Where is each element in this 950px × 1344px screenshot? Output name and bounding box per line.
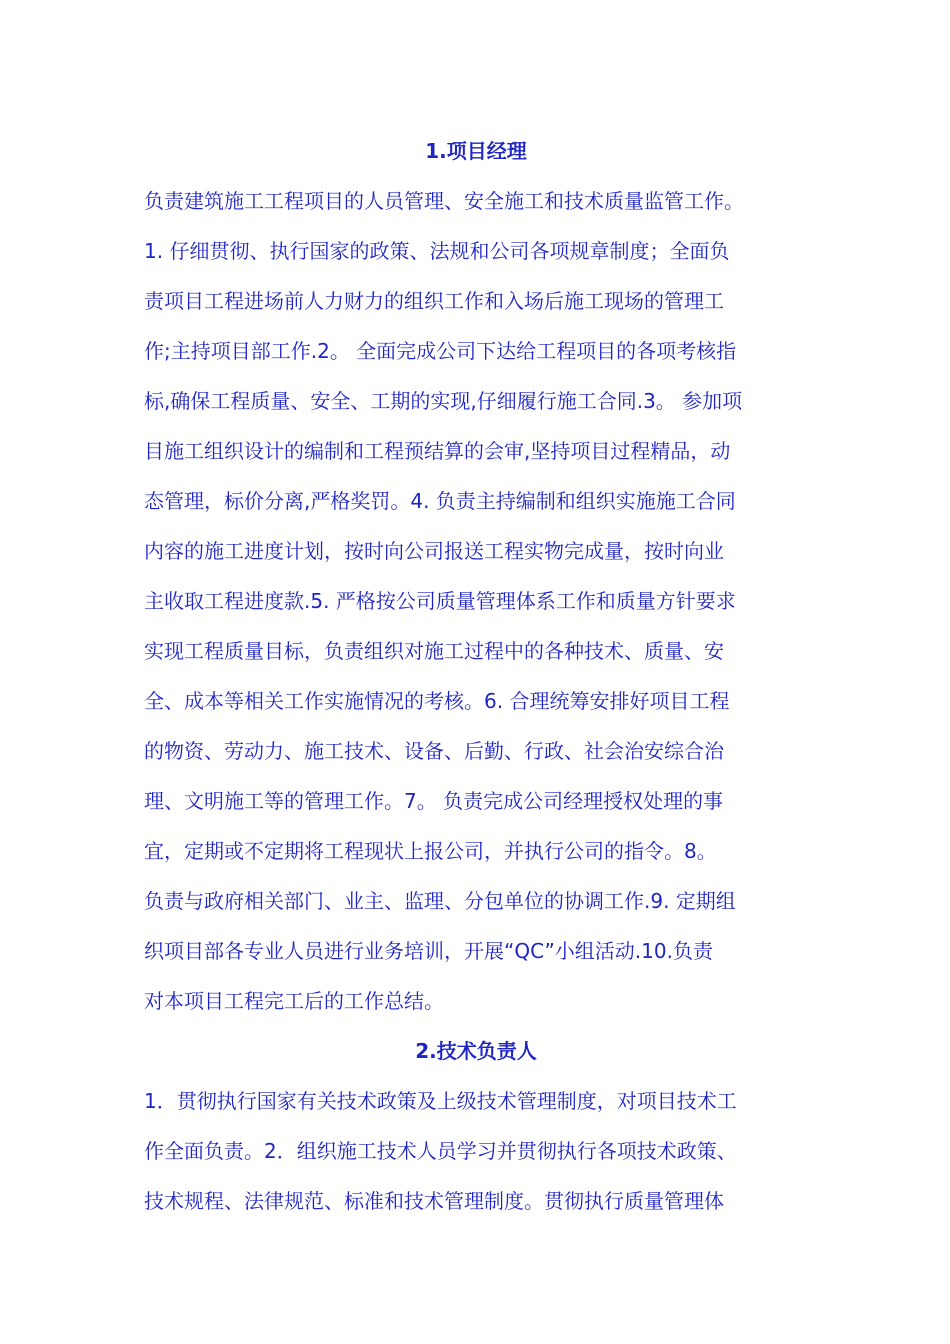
text-line: 织项目部各专业人员进行业务培训，开展“QC”小组活动.10.负责 bbox=[144, 939, 713, 963]
section-project-manager bbox=[144, 126, 808, 1026]
text-line: 标,确保工程质量、安全、工期的实现,仔细履行施工合同.3。 参加项 bbox=[144, 389, 743, 413]
text-line: 对本项目工程完工后的工作总结。 bbox=[144, 989, 444, 1013]
text-line: 作全面负责。2．组织施工技术人员学习并贯彻执行各项技术政策、 bbox=[144, 1139, 737, 1163]
section-body bbox=[144, 176, 808, 1026]
section-technical-lead bbox=[144, 1026, 808, 1226]
text-line: 负责与政府相关部门、业主、监理、分包单位的协调工作.9. 定期组 bbox=[144, 889, 736, 913]
text-line: 1. 仔细贯彻、执行国家的政策、法规和公司各项规章制度；全面负 bbox=[144, 239, 730, 263]
text-line: 主收取工程进度款.5. 严格按公司质量管理体系工作和质量方针要求 bbox=[144, 589, 736, 613]
text-line: 宜，定期或不定期将工程现状上报公司，并执行公司的指令。8。 bbox=[144, 839, 717, 863]
text-line: 作;主持项目部工作.2。 全面完成公司下达给工程项目的各项考核指 bbox=[144, 339, 737, 363]
text-line: 态管理，标价分离,严格奖罚。4. 负责主持编制和组织实施施工合同 bbox=[144, 489, 736, 513]
text-line: 1．贯彻执行国家有关技术政策及上级技术管理制度，对项目技术工 bbox=[144, 1089, 737, 1113]
section-body bbox=[144, 1076, 808, 1226]
text-line: 的物资、劳动力、施工技术、设备、后勤、行政、社会治安综合治 bbox=[144, 739, 724, 763]
text-line: 技术规程、法律规范、标准和技术管理制度。贯彻执行质量管理体 bbox=[144, 1189, 724, 1213]
text-line: 目施工组织设计的编制和工程预结算的会审,坚持项目过程精品，动 bbox=[144, 439, 731, 463]
document-content bbox=[144, 126, 808, 1226]
text-line: 全、成本等相关工作实施情况的考核。6. 合理统筹安排好项目工程 bbox=[144, 689, 730, 713]
text-line: 理、文明施工等的管理工作。7。 负责完成公司经理授权处理的事 bbox=[144, 789, 724, 813]
text-line: 负责建筑施工工程项目的人员管理、安全施工和技术质量监管工作。 bbox=[144, 189, 744, 213]
text-line: 实现工程质量目标，负责组织对施工过程中的各种技术、质量、安 bbox=[144, 639, 724, 663]
section-heading: 1.项目经理 bbox=[425, 139, 527, 163]
text-line: 责项目工程进场前人力财力的组织工作和入场后施工现场的管理工 bbox=[144, 289, 724, 313]
section-heading: 2.技术负责人 bbox=[415, 1039, 537, 1063]
text-line: 内容的施工进度计划，按时向公司报送工程实物完成量，按时向业 bbox=[144, 539, 724, 563]
